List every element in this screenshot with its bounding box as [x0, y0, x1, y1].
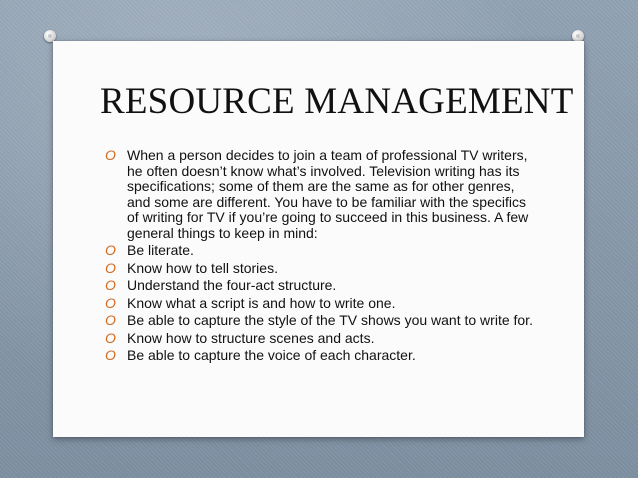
bullet-text: Be able to capture the style of the TV shows you want to write for.: [127, 312, 533, 328]
bullet-item-stories: [105, 261, 535, 277]
bullet-text: Know how to tell stories.: [127, 259, 278, 276]
bullet-marker-icon: O: [105, 242, 116, 258]
bullet-item-literate: [105, 243, 535, 259]
bullet-marker-icon: O: [105, 147, 116, 163]
bullet-item-four-act: [105, 278, 535, 294]
slide-title: RESOURCE MANAGEMENT: [100, 81, 574, 122]
bullet-text: Be able to capture the voice of each character.: [127, 347, 416, 363]
bullet-text: Understand the four-act structure.: [127, 277, 337, 293]
bullet-marker-icon: O: [105, 259, 116, 276]
bullet-list: [105, 148, 535, 366]
bullet-marker-icon: O: [105, 277, 116, 293]
bullet-marker-icon: O: [105, 312, 116, 328]
bullet-text: Be literate.: [127, 242, 194, 258]
bullet-marker-icon: O: [105, 329, 116, 346]
bullet-text: When a person decides to join a team of professional TV writers, he often doesn’t know what’s involved. Television writing has its specifications; some of them are the same as for other genres, and some are different. You have to be familiar with the specifics of writing for TV if you’re going to succeed in this business. A few general things to keep in mind:: [127, 147, 529, 241]
bullet-item-style: [105, 313, 535, 329]
bullet-item-intro: [105, 148, 535, 241]
bullet-text: Know what a script is and how to write one.: [127, 294, 396, 311]
bullet-item-script: [105, 296, 535, 312]
bullet-marker-icon: O: [105, 294, 116, 311]
bullet-marker-icon: O: [105, 347, 116, 363]
bullet-item-scenes: [105, 331, 535, 347]
bullet-text: Know how to structure scenes and acts.: [127, 329, 375, 346]
bullet-item-voice: [105, 348, 535, 364]
